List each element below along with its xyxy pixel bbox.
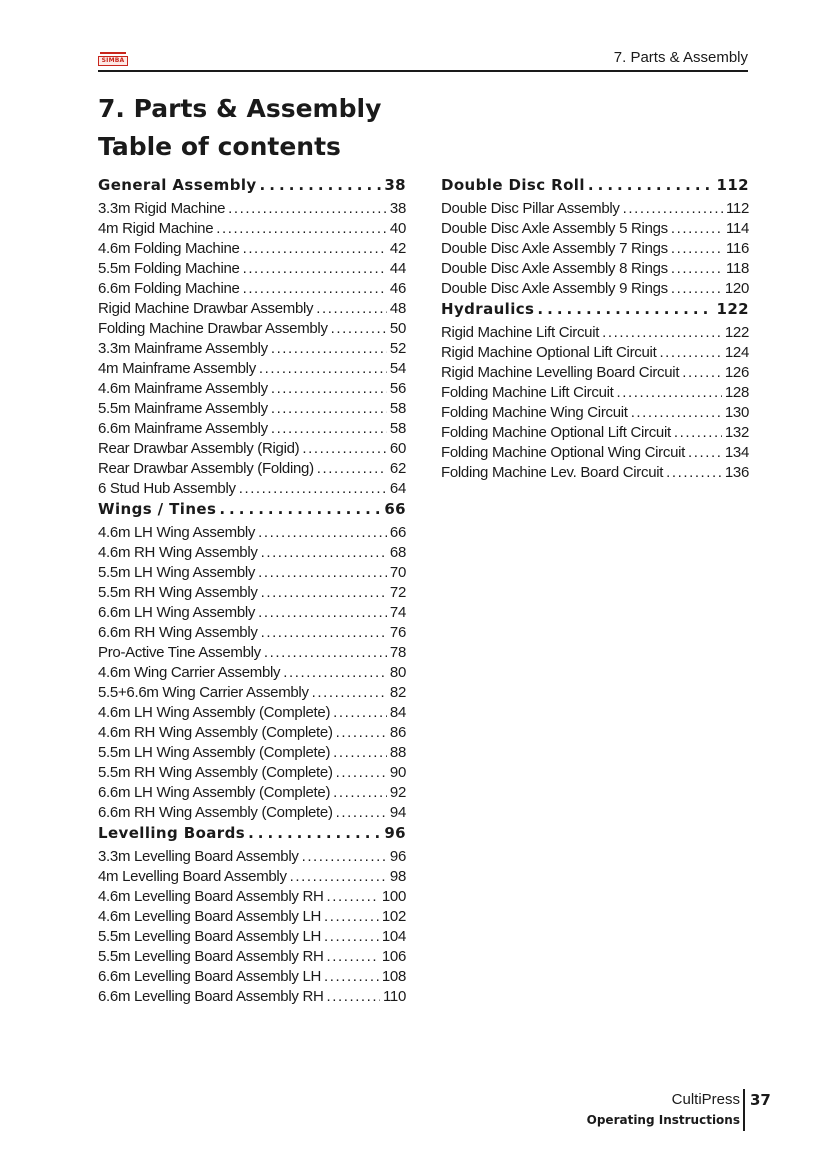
toc-entry-label: Double Disc Axle Assembly 9 Rings xyxy=(441,280,668,297)
dot-leader xyxy=(302,848,387,865)
dot-leader xyxy=(261,584,387,601)
dot-leader xyxy=(248,824,381,842)
toc-entry[interactable] xyxy=(98,544,406,564)
toc-column-left xyxy=(98,176,406,1008)
dot-leader xyxy=(312,684,387,701)
toc-entry-label: 4.6m Folding Machine xyxy=(98,240,240,257)
toc-entry-label: Folding Machine Wing Circuit xyxy=(441,404,628,421)
toc-entry[interactable] xyxy=(98,400,406,420)
dot-leader xyxy=(623,200,723,217)
dot-leader xyxy=(537,300,713,318)
toc-entry[interactable] xyxy=(98,724,406,744)
dot-leader xyxy=(327,948,379,965)
dot-leader xyxy=(659,344,721,361)
dot-leader xyxy=(336,764,387,781)
toc-entry-label: 6.6m LH Wing Assembly xyxy=(98,604,256,621)
dot-leader xyxy=(327,988,380,1005)
toc-section-title: Hydraulics xyxy=(441,300,535,318)
toc-entry[interactable] xyxy=(441,344,749,364)
toc-entry-page: 112 xyxy=(725,200,749,217)
toc-entry-label: 6.6m Folding Machine xyxy=(98,280,240,297)
toc-entry[interactable] xyxy=(98,584,406,604)
toc-section-heading[interactable] xyxy=(98,500,406,524)
toc-entry-label: 4.6m Mainframe Assembly xyxy=(98,380,268,397)
footer-divider xyxy=(743,1089,745,1131)
toc-entry[interactable] xyxy=(98,868,406,888)
toc-entry-label: 5.5m Folding Machine xyxy=(98,260,240,277)
toc-entry-page: 74 xyxy=(389,604,406,621)
toc-entry-label: 4.6m LH Wing Assembly (Complete) xyxy=(98,704,331,721)
dot-leader xyxy=(219,500,381,518)
dot-leader xyxy=(258,564,387,581)
dot-leader xyxy=(588,176,714,194)
dot-leader xyxy=(258,604,387,621)
dot-leader xyxy=(316,300,387,317)
toc-entry[interactable] xyxy=(98,320,406,340)
dot-leader xyxy=(336,804,387,821)
toc-entry[interactable] xyxy=(98,624,406,644)
toc-entry[interactable] xyxy=(98,300,406,320)
dot-leader xyxy=(302,440,387,457)
dot-leader xyxy=(271,420,387,437)
toc-entry-label: Rigid Machine Drawbar Assembly xyxy=(98,300,314,317)
dot-leader xyxy=(264,644,387,661)
toc-section-page: 112 xyxy=(716,176,749,194)
toc-entry-label: 4.6m RH Wing Assembly (Complete) xyxy=(98,724,333,741)
toc-entry-page: 110 xyxy=(382,988,406,1005)
toc-entry-page: 136 xyxy=(724,464,749,481)
toc-entry-page: 68 xyxy=(389,544,406,561)
toc-entry-label: 5.5+6.6m Wing Carrier Assembly xyxy=(98,684,309,701)
toc-entry-page: 108 xyxy=(381,968,406,985)
toc-entry-label: 6 Stud Hub Assembly xyxy=(98,480,236,497)
dot-leader xyxy=(333,744,387,761)
toc-entry-page: 52 xyxy=(389,340,406,357)
toc-entry-page: 64 xyxy=(389,480,406,497)
toc-entry-page: 70 xyxy=(389,564,406,581)
toc-entry[interactable] xyxy=(98,604,406,624)
toc-entry-page: 106 xyxy=(381,948,406,965)
toc-entry-page: 92 xyxy=(389,784,406,801)
toc-section-title: Wings / Tines xyxy=(98,500,217,518)
toc-entry[interactable] xyxy=(98,784,406,804)
page-heading: 7. Parts & Assembly xyxy=(98,94,382,123)
dot-leader xyxy=(671,240,723,257)
toc-entry[interactable] xyxy=(98,220,406,240)
toc-entry[interactable] xyxy=(441,384,749,404)
toc-entry[interactable] xyxy=(441,404,749,424)
toc-entry-label: Double Disc Axle Assembly 7 Rings xyxy=(441,240,668,257)
toc-entry[interactable] xyxy=(98,744,406,764)
toc-entry-label: Folding Machine Optional Lift Circuit xyxy=(441,424,671,441)
toc-entry-label: Folding Machine Drawbar Assembly xyxy=(98,320,328,337)
toc-entry-label: Rigid Machine Levelling Board Circuit xyxy=(441,364,680,381)
toc-entry-label: 5.5m RH Wing Assembly (Complete) xyxy=(98,764,333,781)
toc-entry-page: 48 xyxy=(389,300,406,317)
toc-entry-label: 6.6m RH Wing Assembly (Complete) xyxy=(98,804,333,821)
toc-entry-label: 6.6m LH Wing Assembly (Complete) xyxy=(98,784,331,801)
toc-entry-page: 122 xyxy=(724,324,749,341)
toc-entry-page: 62 xyxy=(389,460,406,477)
toc-entry-page: 44 xyxy=(389,260,406,277)
toc-entry-label: 5.5m Levelling Board Assembly LH xyxy=(98,928,322,945)
dot-leader xyxy=(243,240,387,257)
page-header xyxy=(98,46,748,72)
toc-section-page: 96 xyxy=(384,824,406,842)
toc-section-heading[interactable] xyxy=(98,824,406,848)
toc-entry-page: 86 xyxy=(389,724,406,741)
toc-entry[interactable] xyxy=(98,460,406,480)
dot-leader xyxy=(261,624,387,641)
toc-entry-label: 4m Rigid Machine xyxy=(98,220,214,237)
toc-entry-page: 98 xyxy=(389,868,406,885)
toc-entry-label: Rear Drawbar Assembly (Folding) xyxy=(98,460,314,477)
toc-entry[interactable] xyxy=(98,848,406,868)
toc-entry-page: 58 xyxy=(389,420,406,437)
dot-leader xyxy=(617,384,722,401)
dot-leader xyxy=(336,724,387,741)
dot-leader xyxy=(324,928,379,945)
toc-entry[interactable] xyxy=(98,644,406,664)
toc-entry[interactable] xyxy=(98,764,406,784)
toc-entry[interactable] xyxy=(98,928,406,948)
toc-entry[interactable] xyxy=(441,444,749,464)
toc-entry[interactable] xyxy=(441,200,749,220)
toc-entry[interactable] xyxy=(98,704,406,724)
toc-entry[interactable] xyxy=(98,968,406,988)
toc-entry-label: Folding Machine Optional Wing Circuit xyxy=(441,444,686,461)
toc-entry[interactable] xyxy=(98,564,406,584)
toc-entry-label: Folding Machine Lev. Board Circuit xyxy=(441,464,664,481)
dot-leader xyxy=(671,260,723,277)
toc-entry-label: 6.6m Mainframe Assembly xyxy=(98,420,268,437)
toc-section-title: Double Disc Roll xyxy=(441,176,585,194)
page-subheading: Table of contents xyxy=(98,132,341,161)
toc-entry[interactable] xyxy=(98,684,406,704)
toc-entry-label: 5.5m Mainframe Assembly xyxy=(98,400,268,417)
toc-entry[interactable] xyxy=(441,324,749,344)
dot-leader xyxy=(602,324,722,341)
toc-entry-label: 3.3m Mainframe Assembly xyxy=(98,340,268,357)
toc-entry[interactable] xyxy=(98,664,406,684)
toc-section-title: Levelling Boards xyxy=(98,824,246,842)
toc-entry-label: 4m Mainframe Assembly xyxy=(98,360,256,377)
dot-leader xyxy=(327,888,379,905)
toc-section-page: 66 xyxy=(384,500,406,518)
dot-leader xyxy=(271,380,387,397)
toc-entry[interactable] xyxy=(98,908,406,928)
toc-entry[interactable] xyxy=(98,988,406,1008)
toc-entry-page: 42 xyxy=(389,240,406,257)
dot-leader xyxy=(674,424,722,441)
toc-entry[interactable] xyxy=(98,280,406,300)
toc-entry[interactable] xyxy=(98,948,406,968)
toc-entry[interactable] xyxy=(441,260,749,280)
toc-entry-page: 88 xyxy=(389,744,406,761)
toc-entry-label: Rear Drawbar Assembly (Rigid) xyxy=(98,440,300,457)
toc-entry-page: 120 xyxy=(724,280,749,297)
dot-leader xyxy=(259,360,387,377)
toc-entry-page: 40 xyxy=(389,220,406,237)
toc-entry-page: 66 xyxy=(389,524,406,541)
dot-leader xyxy=(671,220,723,237)
header-title: 7. Parts & Assembly xyxy=(613,49,748,66)
toc-entry-label: 3.3m Levelling Board Assembly xyxy=(98,848,299,865)
logo-text: SIMBA xyxy=(101,57,125,64)
toc-entry-page: 130 xyxy=(724,404,749,421)
dot-leader xyxy=(688,444,722,461)
toc-entry-page: 46 xyxy=(389,280,406,297)
toc-entry[interactable] xyxy=(98,524,406,544)
toc-entry[interactable] xyxy=(98,888,406,908)
toc-entry-label: 5.5m LH Wing Assembly (Complete) xyxy=(98,744,331,761)
dot-leader xyxy=(258,524,387,541)
toc-entry-label: 5.5m RH Wing Assembly xyxy=(98,584,258,601)
toc-entry[interactable] xyxy=(441,220,749,240)
toc-entry-label: 6.6m RH Wing Assembly xyxy=(98,624,258,641)
toc-entry-label: 4m Levelling Board Assembly xyxy=(98,868,287,885)
dot-leader xyxy=(228,200,387,217)
toc-entry-page: 96 xyxy=(389,848,406,865)
simba-logo xyxy=(98,52,128,66)
toc-entry[interactable] xyxy=(98,240,406,260)
toc-entry[interactable] xyxy=(98,260,406,280)
toc-entry-label: 4.6m Wing Carrier Assembly xyxy=(98,664,281,681)
toc-entry[interactable] xyxy=(98,440,406,460)
dot-leader xyxy=(333,704,387,721)
toc-entry-page: 100 xyxy=(381,888,406,905)
toc-section-page: 38 xyxy=(384,176,406,194)
toc-entry[interactable] xyxy=(98,200,406,220)
toc-section-heading[interactable] xyxy=(98,176,406,200)
toc-entry[interactable] xyxy=(98,340,406,360)
toc-entry-page: 94 xyxy=(389,804,406,821)
toc-entry-label: Double Disc Axle Assembly 5 Rings xyxy=(441,220,668,237)
toc-entry-page: 114 xyxy=(725,220,749,237)
toc-entry-label: 6.6m Levelling Board Assembly LH xyxy=(98,968,322,985)
dot-leader xyxy=(243,260,387,277)
toc-entry-page: 56 xyxy=(389,380,406,397)
toc-entry-label: 4.6m Levelling Board Assembly LH xyxy=(98,908,322,925)
toc-entry-page: 132 xyxy=(724,424,749,441)
logo-stripe xyxy=(100,52,126,54)
toc-entry-page: 104 xyxy=(381,928,406,945)
toc-entry-label: Double Disc Pillar Assembly xyxy=(441,200,620,217)
toc-entry-label: 6.6m Levelling Board Assembly RH xyxy=(98,988,324,1005)
dot-leader xyxy=(260,176,382,194)
dot-leader xyxy=(290,868,387,885)
toc-entry-label: 5.5m LH Wing Assembly xyxy=(98,564,256,581)
dot-leader xyxy=(631,404,722,421)
toc-entry-label: 4.6m RH Wing Assembly xyxy=(98,544,258,561)
toc-entry-page: 118 xyxy=(725,260,749,277)
toc-entry[interactable] xyxy=(441,240,749,260)
toc-entry-label: 3.3m Rigid Machine xyxy=(98,200,226,217)
toc-entry-label: Double Disc Axle Assembly 8 Rings xyxy=(441,260,668,277)
toc-entry-label: Folding Machine Lift Circuit xyxy=(441,384,614,401)
toc-entry-page: 58 xyxy=(389,400,406,417)
footer-subtitle: Operating Instructions xyxy=(586,1113,740,1127)
toc-entry[interactable] xyxy=(98,420,406,440)
dot-leader xyxy=(283,664,387,681)
toc-section-title: General Assembly xyxy=(98,176,257,194)
footer-brand: CultiPress xyxy=(671,1091,740,1108)
dot-leader xyxy=(261,544,387,561)
dot-leader xyxy=(666,464,722,481)
dot-leader xyxy=(682,364,722,381)
toc-entry[interactable] xyxy=(98,480,406,500)
dot-leader xyxy=(271,340,387,357)
toc-section-heading[interactable] xyxy=(441,176,749,200)
toc-entry-page: 76 xyxy=(389,624,406,641)
toc-entry-label: 4.6m LH Wing Assembly xyxy=(98,524,256,541)
toc-entry-label: 4.6m Levelling Board Assembly RH xyxy=(98,888,324,905)
dot-leader xyxy=(243,280,387,297)
toc-entry-label: Rigid Machine Lift Circuit xyxy=(441,324,600,341)
dot-leader xyxy=(271,400,387,417)
toc-section-heading[interactable] xyxy=(441,300,749,324)
dot-leader xyxy=(671,280,722,297)
toc-column-right xyxy=(441,176,749,484)
dot-leader xyxy=(239,480,387,497)
toc-entry[interactable] xyxy=(441,424,749,444)
dot-leader xyxy=(317,460,387,477)
toc-entry-label: Pro-Active Tine Assembly xyxy=(98,644,261,661)
toc-entry-page: 134 xyxy=(724,444,749,461)
toc-entry-label: 5.5m Levelling Board Assembly RH xyxy=(98,948,324,965)
dot-leader xyxy=(324,968,379,985)
toc-entry-page: 50 xyxy=(389,320,406,337)
toc-entry[interactable] xyxy=(98,360,406,380)
toc-section-page: 122 xyxy=(716,300,749,318)
toc-entry[interactable] xyxy=(441,464,749,484)
toc-entry-page: 38 xyxy=(389,200,406,217)
dot-leader xyxy=(324,908,379,925)
toc-entry-page: 84 xyxy=(389,704,406,721)
dot-leader xyxy=(331,320,387,337)
toc-entry-page: 72 xyxy=(389,584,406,601)
toc-entry-page: 60 xyxy=(389,440,406,457)
toc-entry-page: 126 xyxy=(724,364,749,381)
toc-entry-page: 82 xyxy=(389,684,406,701)
toc-entry-page: 124 xyxy=(724,344,749,361)
toc-entry-page: 128 xyxy=(724,384,749,401)
toc-entry-page: 80 xyxy=(389,664,406,681)
toc-entry[interactable] xyxy=(98,804,406,824)
toc-entry[interactable] xyxy=(98,380,406,400)
toc-entry-page: 54 xyxy=(389,360,406,377)
toc-entry-page: 90 xyxy=(389,764,406,781)
toc-entry[interactable] xyxy=(441,280,749,300)
toc-entry[interactable] xyxy=(441,364,749,384)
toc-entry-page: 116 xyxy=(725,240,749,257)
toc-entry-page: 78 xyxy=(389,644,406,661)
dot-leader xyxy=(333,784,387,801)
toc-entry-label: Rigid Machine Optional Lift Circuit xyxy=(441,344,657,361)
toc-entry-page: 102 xyxy=(381,908,406,925)
footer-page-number: 37 xyxy=(750,1091,771,1109)
dot-leader xyxy=(216,220,387,237)
